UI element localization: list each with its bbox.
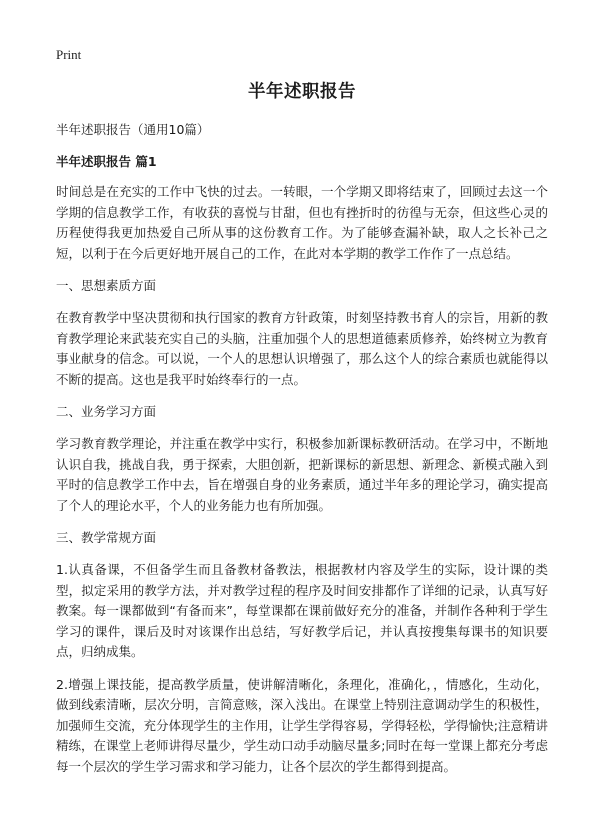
section-paragraph: 学习教育教学理论，并注重在教学中实行，积极参加新课标教研活动。在学习中，不断地认识自我，挑战自我，勇于探索，大胆创新，把新课标的新思想、新理念、新模式融入到平时的信息教学工作中去，旨在增强自身的业务素质，通过半年多的理论学习，确实提高了个人的理论水平，个人的业务能力也有所加强。 (56, 436, 548, 513)
document-title: 半年述职报告 (248, 82, 356, 102)
section-heading-professional-study: 二、业务学习方面 (56, 404, 157, 419)
print-link[interactable]: Print (56, 47, 82, 62)
document-subtitle: 半年述职报告（通用10篇） (56, 122, 210, 137)
document-page (56, 78, 548, 789)
section-paragraph: 1.认真备课，不但备学生而且备教材备教法，根据教材内容及学生的实际，设计课的类型，拟定采用的教学方法，并对教学过程的程序及时间安排都作了详细的记录，认真写好教案。每一课都做到“有备而来”，每堂课都在课前做好充分的准备，并制作各种利于学生学习的课件，课后及时对该课作出总结，写好教学后记，并认真按搜集每课书的知识要点，归纳成集。 (56, 562, 548, 659)
intro-paragraph: 时间总是在充实的工作中飞快的过去。一转眼，一个学期又即将结束了，回顾过去这一个学期的信息教学工作，有收获的喜悦与甘甜，但也有挫折时的彷徨与无奈，但这些心灵的历程使得我更加热爱自己所从事的这份教育工作。为了能够查漏补缺，取人之长补己之短，以利于在今后更好地开展自己的工作，在此对本学期的教学工作作了一点总结。 (56, 184, 548, 261)
section-paragraph: 在教育教学中坚决贯彻和执行国家的教育方针政策，时刻坚持教书育人的宗旨，用新的教育教学理论来武装充实自己的头脑，注重加强个人的思想道德素质修养，始终树立为教育事业献身的信念。可以说，一个人的思想认识增强了，那么这个人的综合素质也就能得以不断的提高。这也是我平时始终奉行的一点。 (56, 310, 548, 387)
section-heading-teaching-routine: 三、教学常规方面 (56, 530, 157, 545)
article-heading: 半年述职报告 篇1 (56, 154, 157, 169)
section-paragraph: 2.增强上课技能，提高教学质量，使讲解清晰化，条理化，准确化，，情感化，生动化，做到线索清晰，层次分明，言简意赅，深入浅出。在课堂上特别注意调动学生的积极性，加强师生交流，充分体现学生的主作用，让学生学得容易，学得轻松，学得愉快;注意精讲精练，在课堂上老师讲得尽量少，学生动口动手动脑尽量多;同时在每一堂课上都充分考虑每一个层次的学生学习需求和学习能力，让各个层次的学生都得到提高。 (56, 676, 548, 774)
section-heading-ideology: 一、思想素质方面 (56, 278, 157, 293)
